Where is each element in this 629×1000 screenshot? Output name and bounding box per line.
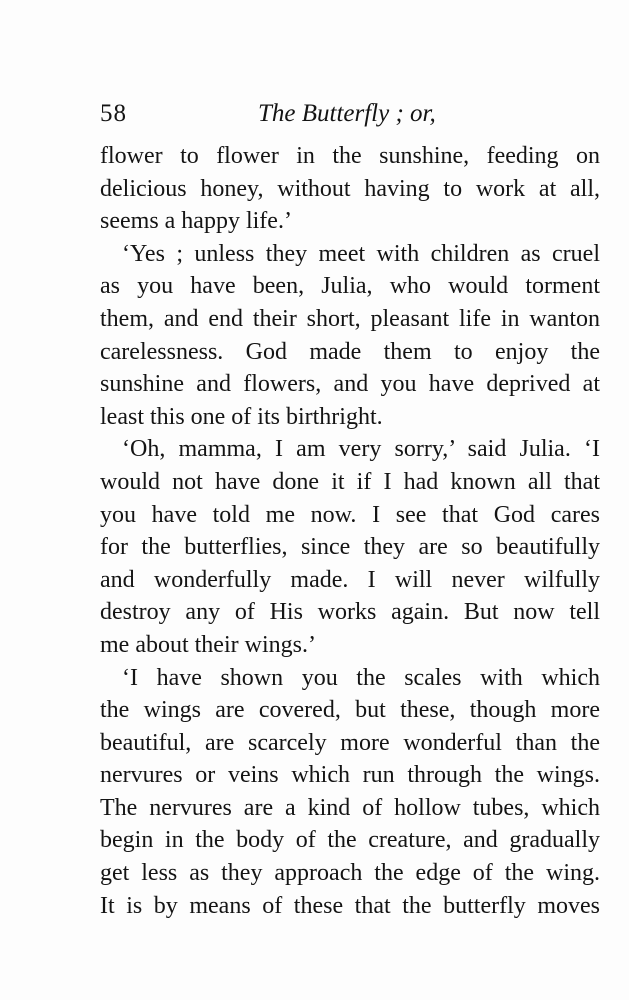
paragraph (100, 433, 600, 661)
text-line: beautiful, are scarcely more wonderful than the (100, 729, 600, 756)
text-line: for the butterflies, since they are so beautifully (100, 534, 600, 561)
text-line: me about their wings.’ (100, 631, 316, 658)
text-line: the wings are covered, but these, though more (100, 697, 600, 724)
text-line: would not have done it if I had known all that (100, 468, 600, 495)
text-line: ‘Oh, mamma, I am very sorry,’ said Julia. ‘I (122, 436, 600, 463)
text-line: and wonderfully made. I will never wilfully (100, 566, 600, 593)
text-line: least this one of its birthright. (100, 403, 383, 430)
paragraph (100, 238, 600, 434)
text-line: you have told me now. I see that God cares (100, 501, 600, 528)
text-line: as you have been, Julia, who would torment (100, 273, 600, 300)
text-line: sunshine and flowers, and you have deprived at (100, 371, 600, 398)
text-line: ‘Yes ; unless they meet with children as cruel (122, 240, 600, 267)
text-line: The nervures are a kind of hollow tubes, which (100, 794, 600, 821)
text-line: ‘I have shown you the scales with which (122, 664, 600, 691)
text-line: seems a happy life.’ (100, 208, 292, 235)
text-line: destroy any of His works again. But now tell (100, 599, 600, 626)
paragraph (100, 662, 600, 923)
text-line: It is by means of these that the butterfly moves (100, 892, 600, 919)
text-line: them, and end their short, pleasant life in wanton (100, 305, 600, 332)
text-line: begin in the body of the creature, and gradually (100, 827, 600, 854)
text-line: get less as they approach the edge of the wing. (100, 860, 600, 887)
text-line: carelessness. God made them to enjoy the (100, 338, 600, 365)
page-number: 58 (100, 100, 127, 127)
paragraph (100, 140, 600, 238)
body-text (100, 140, 600, 922)
running-head (100, 96, 600, 132)
running-title: The Butterfly ; or, (258, 100, 436, 127)
text-line: flower to flower in the sunshine, feeding on (100, 143, 600, 169)
text-line: nervures or veins which run through the wings. (100, 762, 600, 789)
text-line: delicious honey, without having to work at all, (100, 175, 600, 202)
